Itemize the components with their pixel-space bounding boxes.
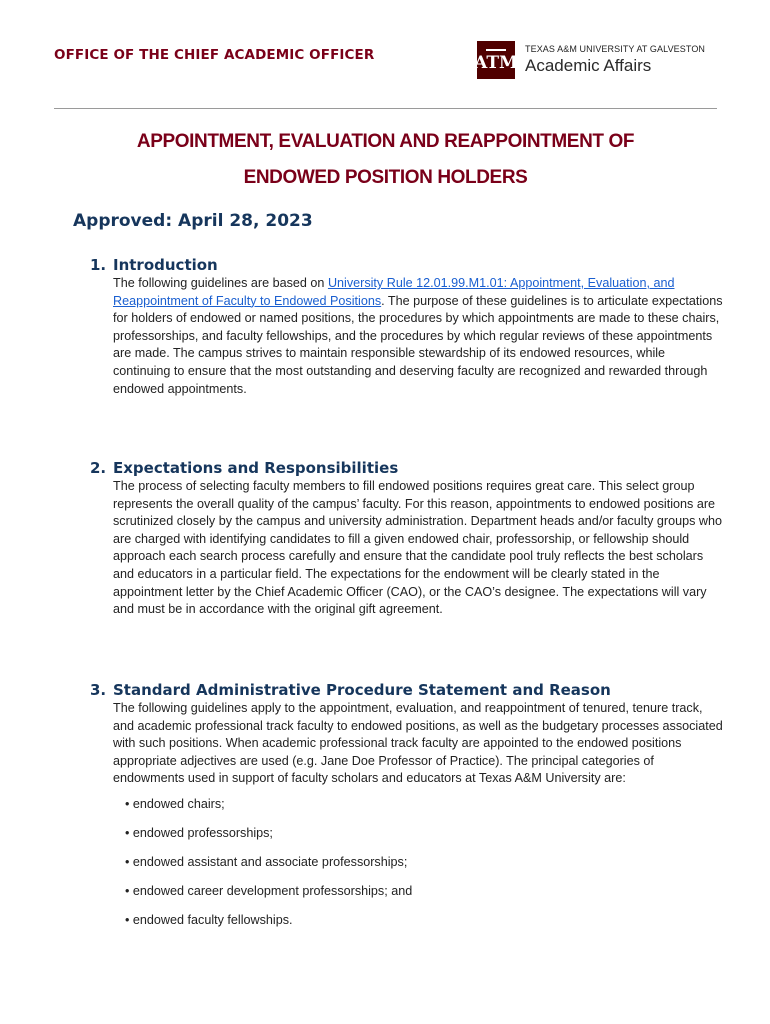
section-body: The process of selecting faculty members to fill endowed positions requires great care. This select group represents the overall quality of the campus’ faculty. For this reason, appointments to endowed positions are scrutinized closely by the campus and university administration. Department heads and/or faculty groups who are charged with identifying candidates to fill a given endowed chair, professorship, or fellowship should approach each search process carefully and ensure that the candidate pool truly reflects the best scholars and educators in a particular field. The expectations for the endowment will be clearly stated in the appointment letter by the Chief Academic Officer (CAO), or the CAO’s designee. The expectations will vary and must be in accordance with the original gift agreement. <box>113 479 723 617</box>
section-title: Expectations and Responsibilities <box>113 459 399 477</box>
section-body: The following guidelines apply to the appointment, evaluation, and reappointment of tenured, tenure track, and academic professional track faculty to endowed positions, as well as the budgetary processes associated with such positions. When academic professional track faculty are appointed to the endowed positions appropriate adjectives are used (e.g. Jane Doe Professor of Practice). The principal categories of endowments used in support of faculty scholars and educators at Texas A&M University are: <box>113 701 723 786</box>
body-text: . The purpose of these guidelines is to articulate expectations for holders of endowed or named positions, the procedures by which appointments are made to these chairs, professorships, and faculty fellowships, and the procedures by which regular reviews of these appointments are made. The campus strives to maintain responsible stewardship of its endowed resources, while continuing to ensure that the most outstanding and deserving faculty are recognized and rewarded through endowed appointments. <box>113 293 723 396</box>
section-heading <box>90 255 730 275</box>
document-title <box>54 124 717 196</box>
section-title: Standard Administrative Procedure Statement and Reason <box>113 681 611 699</box>
university-rule-link[interactable]: University Rule 12.01.99.M1.01: Appointment, Evaluation, and Reappointment of Faculty to Endowed Positions <box>113 276 675 308</box>
section-title: Introduction <box>113 256 218 274</box>
approved-date: Approved: April 28, 2023 <box>73 211 313 231</box>
logo-lettering: ATM <box>474 53 518 73</box>
section-expectations <box>90 458 730 619</box>
section-procedure <box>90 680 730 941</box>
section-number: 3. <box>90 681 107 699</box>
title-line-2: ENDOWED POSITION HOLDERS <box>243 167 528 188</box>
body-text: The following guidelines are based on <box>113 276 328 290</box>
section-number: 2. <box>90 459 107 477</box>
section-introduction <box>90 255 730 398</box>
endowment-categories-list <box>113 796 730 941</box>
page-header <box>0 0 770 110</box>
section-number: 1. <box>90 256 107 274</box>
university-name: TEXAS A&M UNIVERSITY AT GALVESTON <box>525 44 706 54</box>
tamu-logo <box>474 41 518 79</box>
header-divider <box>54 108 717 109</box>
list-item: • endowed faculty fellowships. <box>125 912 293 927</box>
section-body <box>113 275 723 398</box>
section-heading <box>90 680 730 700</box>
section-heading <box>90 458 730 478</box>
list-item: • endowed career development professorships; and <box>125 883 413 898</box>
list-item: • endowed assistant and associate professorships; <box>125 854 408 869</box>
list-item: • endowed professorships; <box>125 825 273 840</box>
department-name: Academic Affairs <box>525 56 652 75</box>
office-title: OFFICE OF THE CHIEF ACADEMIC OFFICER <box>54 47 375 63</box>
list-item: • endowed chairs; <box>125 796 225 811</box>
title-line-1: APPOINTMENT, EVALUATION AND REAPPOINTMENT OF <box>136 131 635 152</box>
